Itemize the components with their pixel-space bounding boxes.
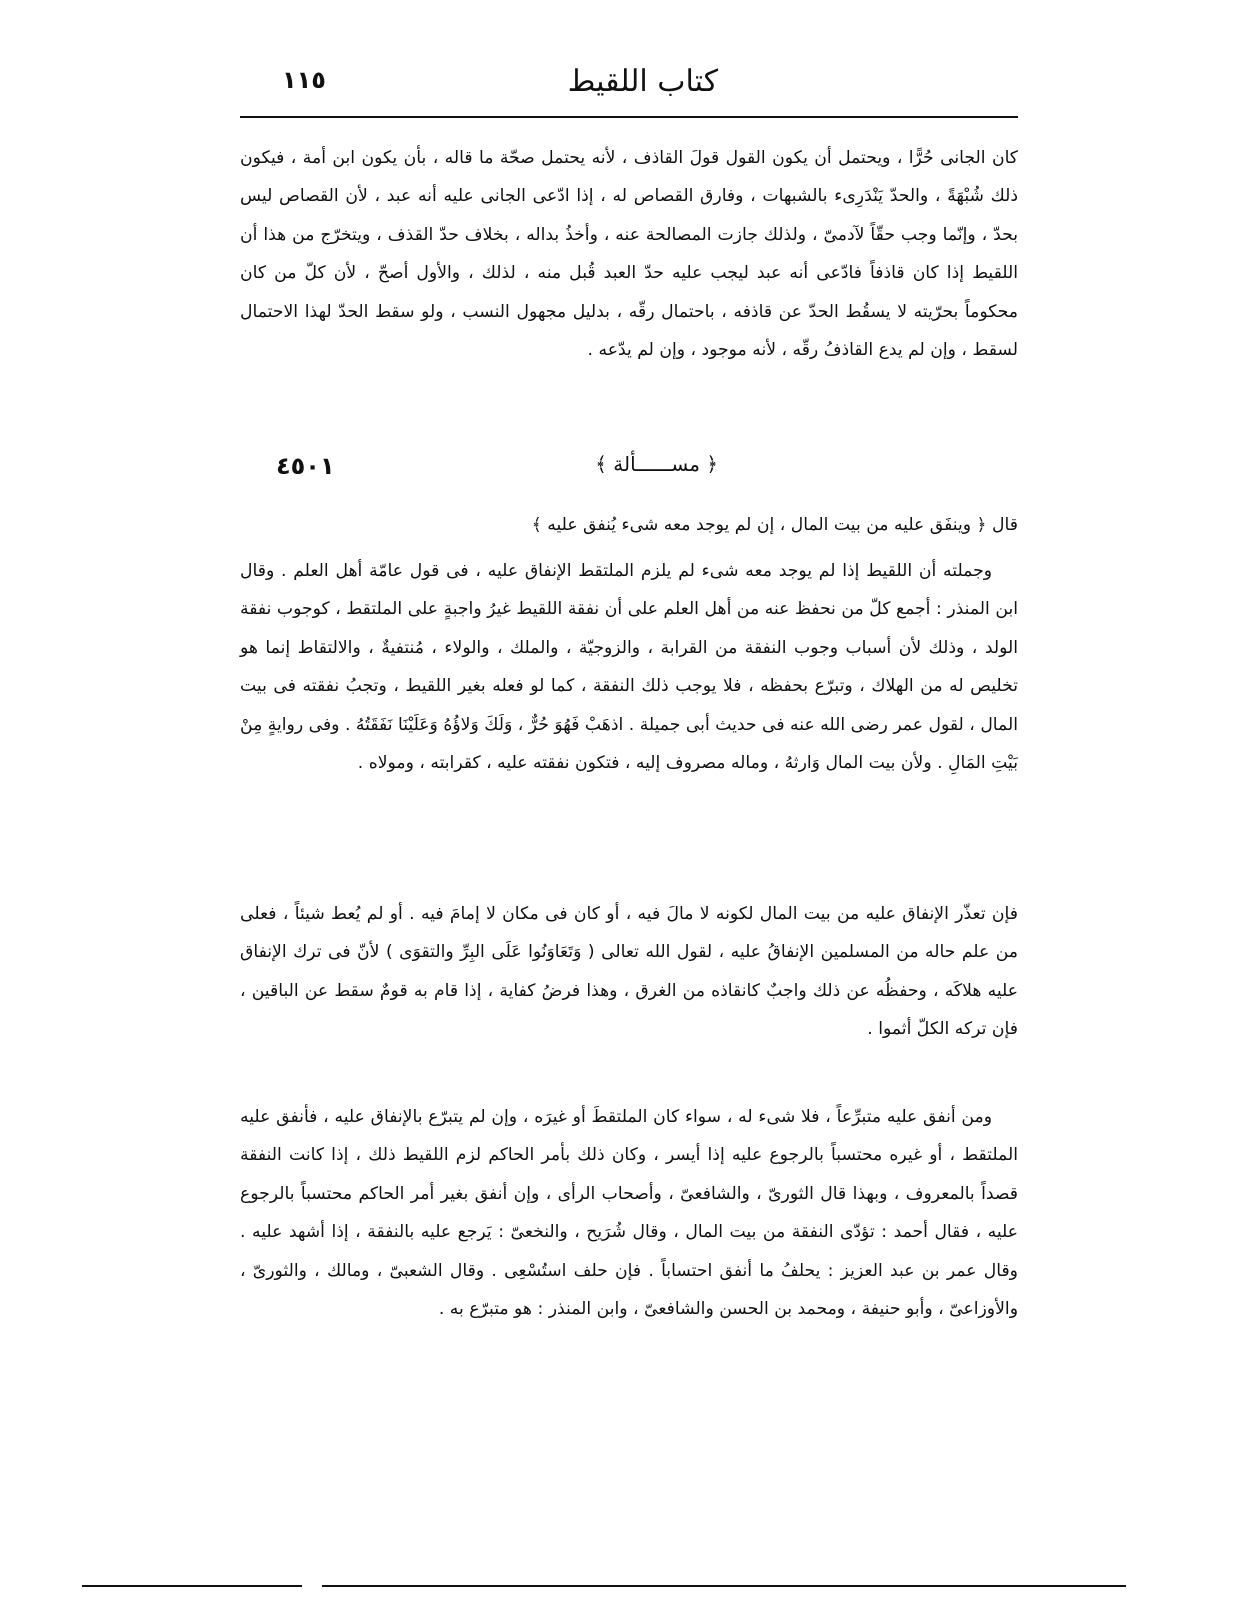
masala-text: قال ﴿ وينفَق عليه من بيت المال ، إن لم يوجد معه شىء يُنفق عليه ﴾ bbox=[531, 515, 1018, 535]
masala-label: ﴿ مســــــألة ﴾ bbox=[595, 452, 718, 476]
masala-number: ٤٥٠١ bbox=[276, 452, 335, 480]
paragraph-2: فإن تعذّر الإنفاق عليه من بيت المال لكونه لا مالَ فيه ، أو كان فى مكان لا إمامَ فيه . أو لم يُعط شيئاً ، فعلى من علم حاله من المسلمين الإنفاقُ عليه ، لقول الله تعالى ( وَتَعَاوَنُوا عَلَى البِرِّ والتقوَى ) لأنّ فى ترك الإنفاق عليه هلاكَه ، وحفظُه عن ذلك واجبٌ كانقاذه من الغرق ، وهذا فرضُ كفاية ، إذا قام به قومٌ سقط عن الباقين ، فإن تركه الكلّ أثموا . bbox=[240, 904, 1018, 1040]
header-rule bbox=[240, 116, 1018, 118]
page-header bbox=[240, 60, 1018, 110]
paragraph-3: ومن أنفق عليه متبرِّعاً ، فلا شىء له ، سواء كان الملتقطَ أو غيرَه ، وإن لم يتبرّع بالإنفاق عليه ، فأنفق عليه الملتقط ، أو غيره محتسباً بالرجوع عليه إذا أيسر ، وكان ذلك بأمر الحاكم لزم اللقيط ذلك ، إذا كانت النفقة قصداً بالمعروف ، وبهذا قال الثورىّ ، والشافعىّ ، وأصحاب الرأى ، وإن أنفق بغير أمر الحاكم محتسباً بالرجوع عليه ، فقال أحمد : تؤدّى النفقة من بيت المال ، وقال شُرَيح ، والنخعىّ : يَرجع عليه بالنفقة ، إذا أشهد عليه . وقال عمر بن عبد العزيز : يحلفُ ما أنفق احتساباً . فإن حلف استُسْعِى . وقال الشعبىّ ، ومالك ، والثورىّ ، والأوزاعىّ ، وأبو حنيفة ، ومحمد بن الحسن والشافعىّ ، وابن المنذر : هو متبرّع به . bbox=[240, 1107, 1018, 1320]
main-paragraph: وجملته أن اللقيط إذا لم يوجد معه شىء لم يلزم الملتقط الإنفاق عليه ، فى قول عامّة أهل العلم . وقال ابن المنذر : أجمع كلّ من نحفظ عنه من أهل العلم على أن نفقة اللقيط غيرُ واجبةٍ على الملتقط ، كوجوب نفقة الولد ، وذلك لأن أسباب وجوب النفقة من القرابة ، والزوجيّة ، والملك ، والولاء ، مُنتفيةٌ ، والالتقاط إنما هو تخليص له من الهلاك ، وتبرّع بحفظه ، فلا يوجب ذلك النفقة ، كما لو فعله بغير اللقيط ، وتجبُ نفقته فى بيت المال ، لقول عمر رضى الله عنه فى حديث أبى جميلة . اذهَبْ فَهُوَ حُرٌّ ، وَلَكَ وَلاؤُهُ وَعَلَيْنَا نَفَقَتُهُ . وفى روايةٍ مِنْ بَيْتِ المَالِ . ولأن بيت المال وَارثهُ ، وماله مصروف إليه ، فتكون نفقته عليه ، كقرابته ، ومولاه . bbox=[240, 561, 1018, 774]
page-number: ١١٥ bbox=[282, 66, 326, 94]
footer-rule-right bbox=[322, 1585, 1126, 1587]
intro-paragraph: كان الجانى حُرًّا ، ويحتمل أن يكون القول قولَ القاذف ، لأنه يحتمل صحّة ما قاله ، بأن يكون ابن أمة ، فيكون ذلك شُبْهَةً ، والحدّ يَنْدَرِىء بالشبهات ، وفارق القصاص له ، إذا ادّعى الجانى عليه أنه عبد ، لأن القصاص ليس بحدّ ، وإنّما وجب حقّاً لآدمىّ ، ولذلك جازت المصالحة عنه ، وأخذُ بداله ، بخلاف حدّ القذف ، ويتخرّج من هذا أن اللقيط إذا كان قاذفاً فادّعى أنه عبد ليجب عليه حدّ العبد قُبل منه ، لذلك ، والأول أصحّ ، لأن كلّ من كان محكوماً بحرّيته لا يسقُط الحدّ عن قاذفه ، باحتمال رقّه ، بدليل مجهول النسب ، ولو سقط الحدّ لهذا الاحتمال لسقط ، وإن لم يدع القاذفُ رقّه ، لأنه موجود ، وإن لم يدّعه . bbox=[240, 148, 1018, 361]
footer-rule-left bbox=[82, 1585, 302, 1587]
masala-heading bbox=[240, 450, 1018, 490]
book-page bbox=[240, 0, 1018, 1623]
running-title: كتاب اللقيط bbox=[567, 64, 718, 99]
